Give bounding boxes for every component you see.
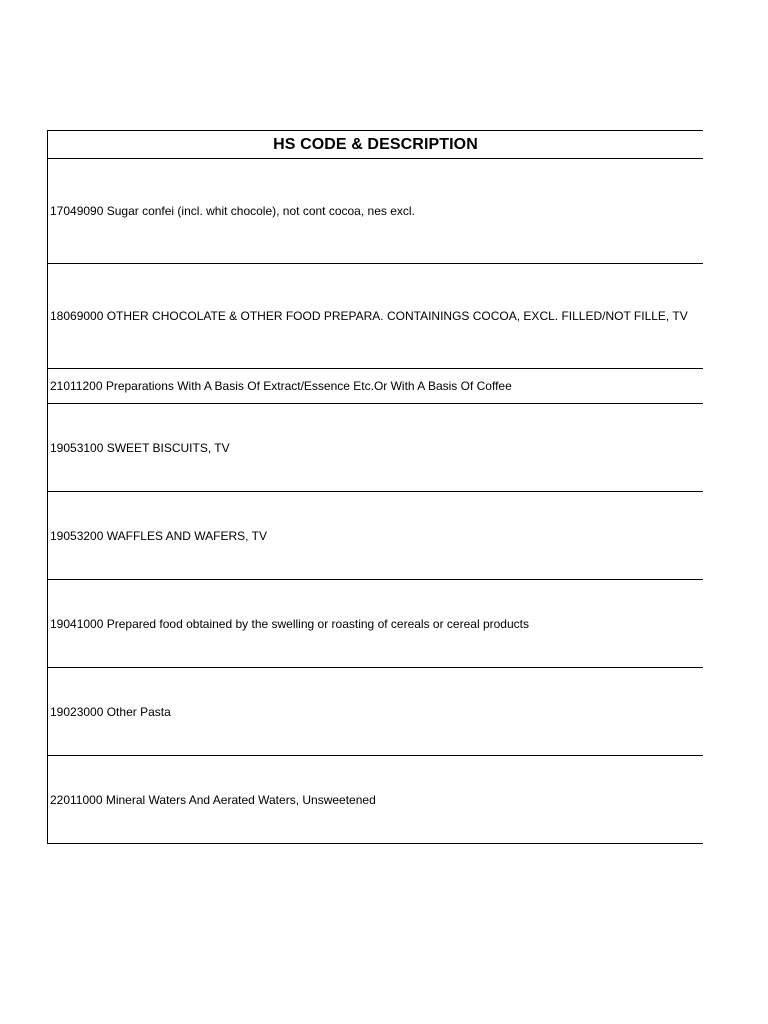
table-row: 19053100 SWEET BISCUITS, TV	[48, 404, 703, 492]
table-row: 17049090 Sugar confei (incl. whit chocole), not cont cocoa, nes excl.	[48, 159, 703, 264]
table-row: 22011000 Mineral Waters And Aerated Waters, Unsweetened	[50, 792, 376, 807]
table-row: 21011200 Preparations With A Basis Of Extract/Essence Etc.Or With A Basis Of Coffee	[48, 369, 703, 404]
table-row: 18069000 OTHER CHOCOLATE & OTHER FOOD PREPARA. CONTAININGS COCOA, EXCL. FILLED/NOT FILLE, TV	[48, 264, 703, 369]
table-row: 19053200 WAFFLES AND WAFERS, TV	[48, 492, 703, 580]
table-row: 19041000 Prepared food obtained by the swelling or roasting of cereals or cereal products	[48, 580, 703, 668]
table-row: 19023000 Other Pasta	[48, 668, 703, 756]
hs-code-table	[47, 130, 703, 844]
table-header: HS CODE & DESCRIPTION	[48, 131, 703, 159]
